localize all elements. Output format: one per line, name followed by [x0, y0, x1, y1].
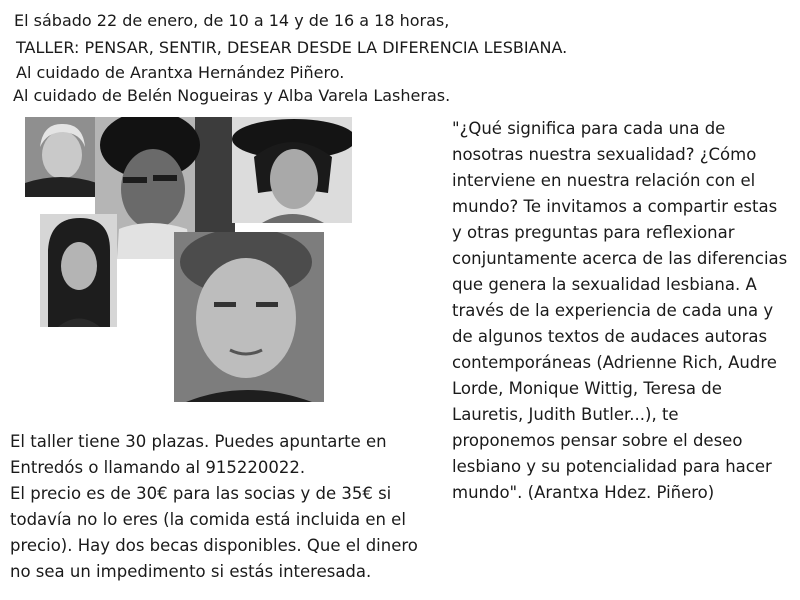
info-paragraph [10, 429, 430, 585]
quote-line: de algunos textos de audaces autoras [452, 327, 768, 346]
quote-line: lesbiano y su potencialidad para hacer [452, 457, 772, 476]
info-line: no sea un impedimento si estás interesada. [10, 562, 372, 581]
header-facilitator-line: Al cuidado de Arantxa Hernández Piñero. [16, 63, 345, 82]
info-line: Entredós o llamando al 915220022. [10, 458, 306, 477]
quote-line: través de la experiencia de cada una y [452, 301, 774, 320]
info-line: todavía no lo eres (la comida está incluida en el [10, 510, 406, 529]
quote-line: proponemos pensar sobre el deseo [452, 431, 743, 450]
quote-line: y otras preguntas para reflexionar [452, 223, 735, 242]
quote-line: conjuntamente acerca de las diferencias [452, 249, 788, 268]
quote-line: "¿Qué significa para cada una de [452, 119, 726, 138]
quote-line: Lorde, Monique Wittig, Teresa de [452, 379, 722, 398]
quote-line: interviene en nuestra relación con el [452, 171, 756, 190]
portrait-photo-5 [174, 232, 324, 402]
quote-paragraph [452, 116, 797, 506]
header-title-line: TALLER: PENSAR, SENTIR, DESEAR DESDE LA DIFERENCIA LESBIANA. [16, 38, 568, 57]
info-line: precio). Hay dos becas disponibles. Que el dinero [10, 536, 418, 555]
info-line: El taller tiene 30 plazas. Puedes apuntarte en [10, 432, 387, 451]
portrait-photo-1 [25, 117, 97, 197]
header-date-line: El sábado 22 de enero, de 10 a 14 y de 16 a 18 horas, [14, 11, 450, 30]
quote-line: mundo". (Arantxa Hdez. Piñero) [452, 483, 715, 502]
quote-line: mundo? Te invitamos a compartir estas [452, 197, 778, 216]
portrait-photo-3 [232, 117, 352, 223]
quote-line: nosotras nuestra sexualidad? ¿Cómo [452, 145, 757, 164]
quote-line: contemporáneas (Adrienne Rich, Audre [452, 353, 777, 372]
info-line: El precio es de 30€ para las socias y de 35€ si [10, 484, 392, 503]
quote-line: Lauretis, Judith Butler...), te [452, 405, 679, 424]
header-facilitators-line: Al cuidado de Belén Nogueiras y Alba Varela Lasheras. [13, 86, 451, 105]
portrait-photo-4 [40, 214, 117, 327]
quote-line: que genera la sexualidad lesbiana. A [452, 275, 757, 294]
